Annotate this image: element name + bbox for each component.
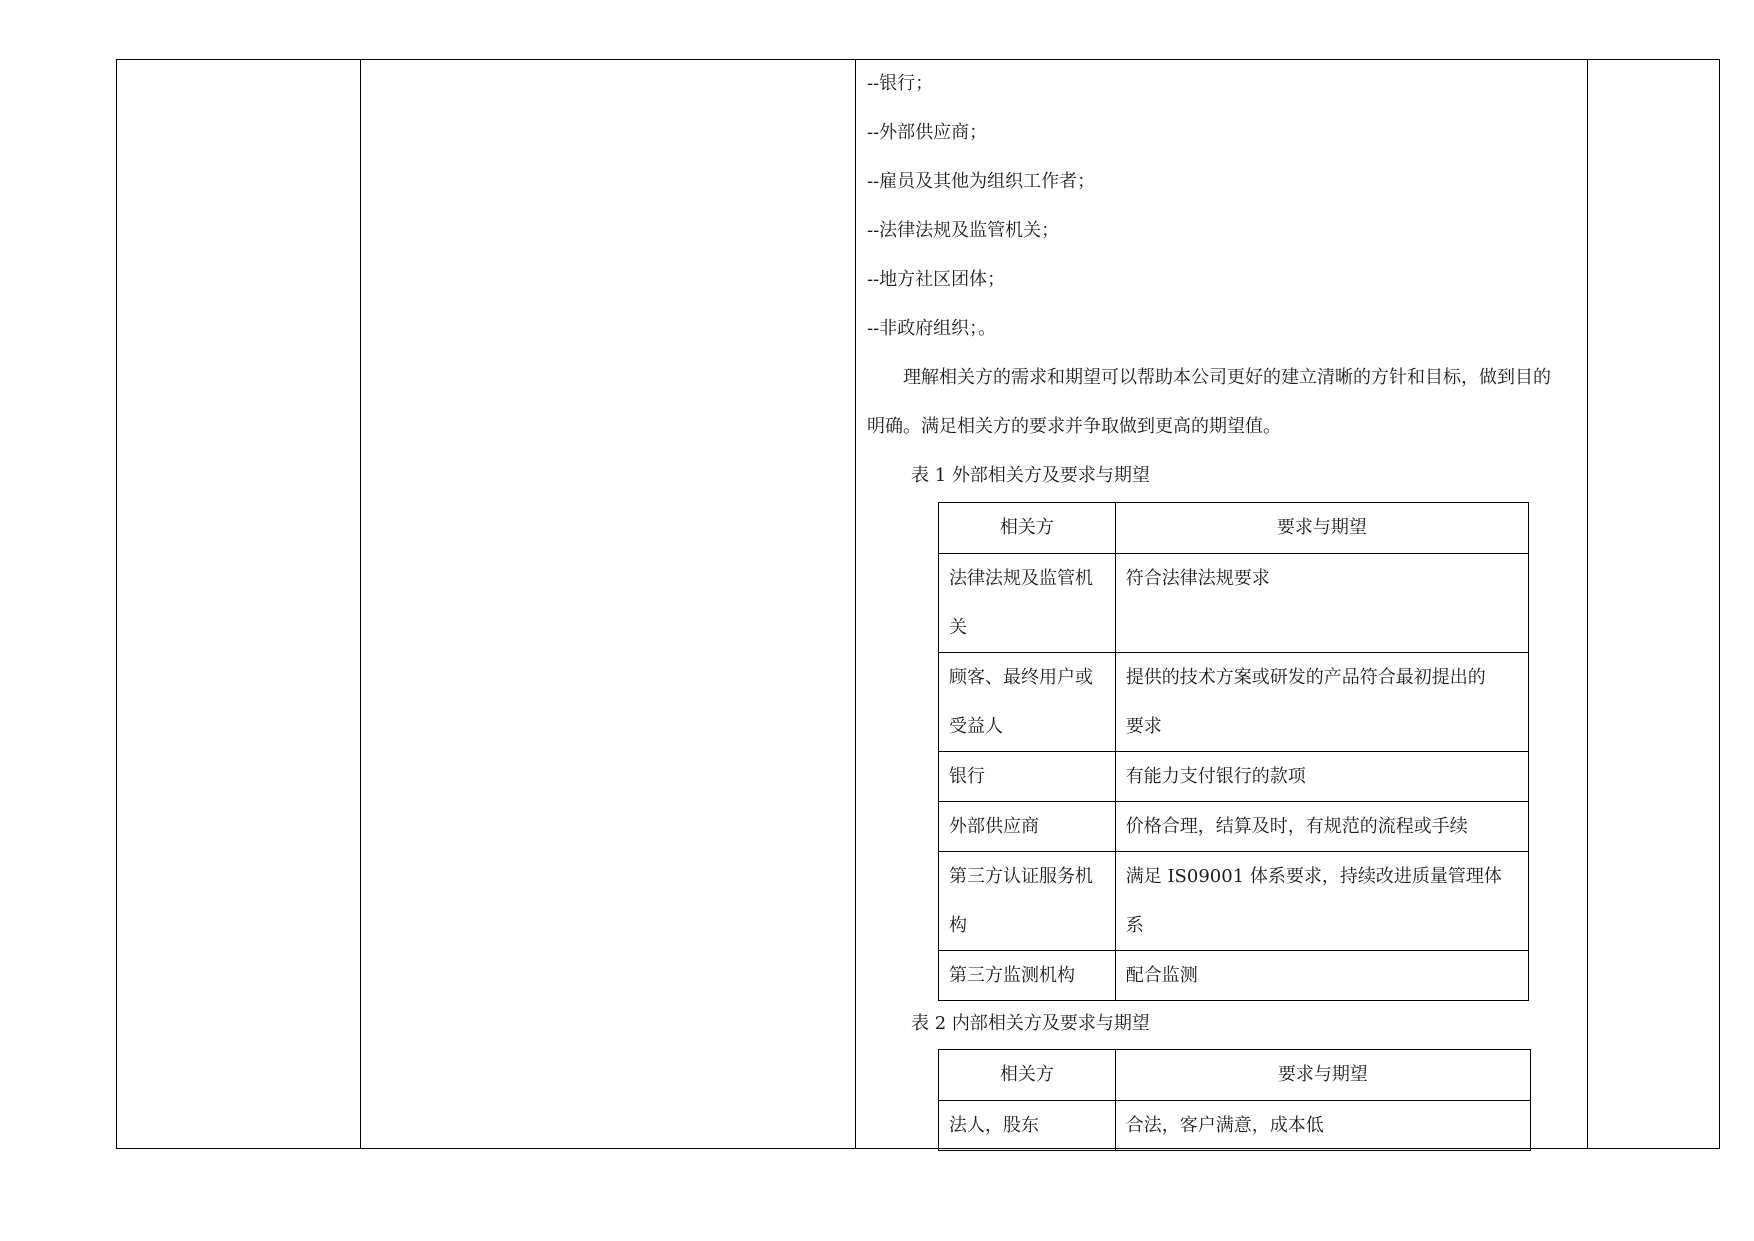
table1-header-requirements: 要求与期望 [1115,503,1528,554]
table1-header-row [939,503,1529,554]
bullet-external-suppliers: --外部供应商； [867,122,988,143]
table-row [939,554,1529,653]
table2-header-row [939,1050,1531,1101]
table1-cell-party: 第三方监测机构 [939,951,1116,1001]
table2-header-party: 相关方 [939,1050,1116,1101]
column-divider-3 [1587,59,1588,1149]
table1-cell-party: 法律法规及监管机 关 [939,554,1116,653]
table-row [939,653,1529,752]
table2-header-requirements: 要求与期望 [1115,1050,1530,1101]
table1-cell-party: 银行 [939,752,1116,802]
table1-cell-requirements: 提供的技术方案或研发的产品符合最初提出的 要求 [1115,653,1528,752]
paragraph-line-2: 明确。满足相关方的要求并争取做到更高的期望值。 [867,416,1281,437]
table-row [939,752,1529,802]
paragraph-line-1: 理解相关方的需求和期望可以帮助本公司更好的建立清晰的方针和目标，做到目的 [867,367,1551,388]
column-divider-2 [855,59,856,1149]
table-row [939,852,1529,951]
bullet-ngo: --非政府组织；。 [867,318,997,339]
table2-cell-party: 法人，股东 [939,1101,1116,1151]
table1-cell-requirements: 价格合理，结算及时，有规范的流程或手续 [1115,802,1528,852]
table1-cell-requirements: 满足 IS09001 体系要求，持续改进质量管理体系 [1115,852,1528,951]
bullet-bank: --银行； [867,73,934,94]
table1-cell-party: 外部供应商 [939,802,1116,852]
table1-cell-requirements: 配合监测 [1115,951,1528,1001]
bullet-regulators: --法律法规及监管机关； [867,220,1060,241]
table1-cell-requirements: 有能力支付银行的款项 [1115,752,1528,802]
table-row [939,951,1529,1001]
bullet-community: --地方社区团体； [867,269,1006,290]
table2 [938,1049,1531,1151]
column-divider-1 [360,59,361,1149]
bullet-employees: --雇员及其他为组织工作者； [867,171,1096,192]
table1-header-party: 相关方 [939,503,1116,554]
table1-cell-party: 第三方认证服务机 构 [939,852,1116,951]
table2-cell-requirements: 合法，客户满意，成本低 [1115,1101,1530,1151]
table-row [939,802,1529,852]
table-row [939,1101,1531,1151]
table1 [938,502,1529,1001]
table2-caption: 表 2 内部相关方及要求与期望 [911,1013,1150,1034]
table1-cell-party: 顾客、最终用户或 受益人 [939,653,1116,752]
table1-cell-requirements: 符合法律法规要求 [1115,554,1528,653]
table1-caption: 表 1 外部相关方及要求与期望 [911,465,1150,486]
